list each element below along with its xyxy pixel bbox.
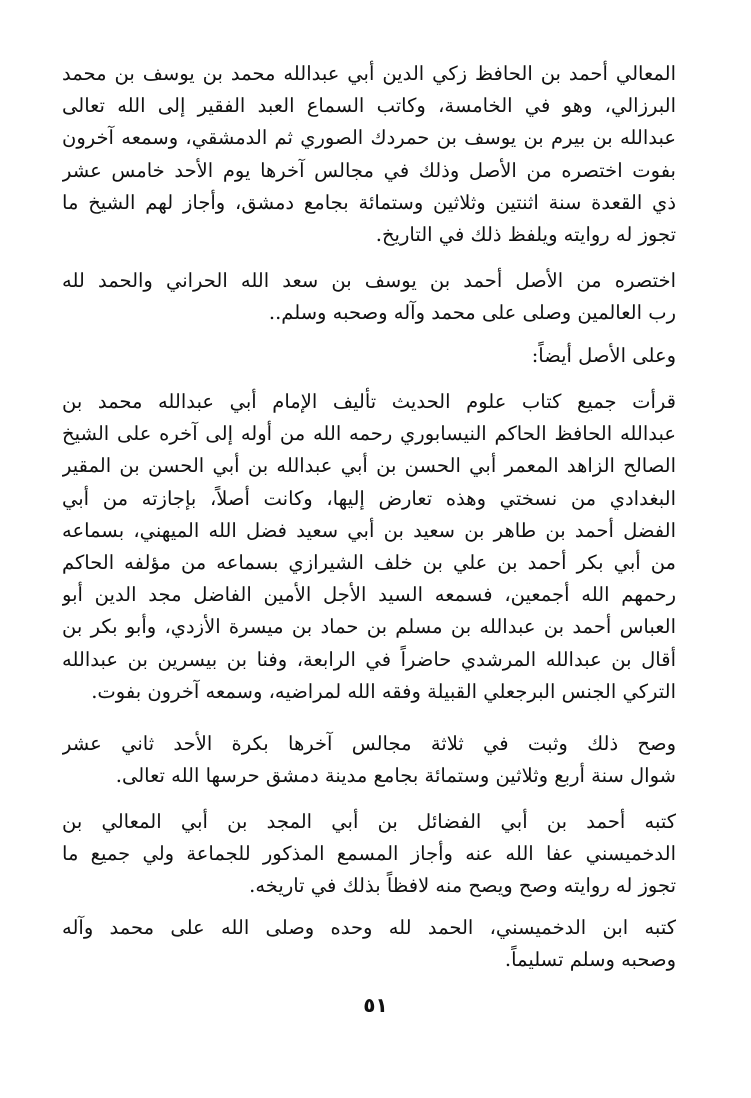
paragraph-closing-doxology bbox=[62, 912, 676, 976]
paragraph-date-confirmation bbox=[62, 728, 676, 792]
text-line: الصالح الزاهد المعمر أبي الحسن بن أبي عبدالله بن أبي الحسن بن المقير bbox=[62, 454, 676, 478]
text-line: أقال بن عبدالله المرشدي حاضراً في الرابعة، وفنا بن بيسرين بن عبدالله bbox=[62, 647, 676, 671]
text-line: قرأت جميع كتاب علوم الحديث تأليف الإمام أبي عبدالله محمد بن bbox=[62, 390, 676, 413]
text-line: رب العالمين وصلى على محمد وآله وصحبه وسلم.. bbox=[268, 301, 676, 325]
text-line: الفضل أحمد بن طاهر بن سعيد بن أبي سعيد فضل الله الميهني، بسماعه bbox=[62, 518, 676, 542]
text-line: تجوز له روايته وصح ويصح منه لافظاً بذلك في تاريخه. bbox=[249, 874, 676, 898]
paragraph-scribe-signature bbox=[62, 806, 676, 903]
text-line: المعالي أحمد بن الحافظ زكي الدين أبي عبدالله محمد بن يوسف بن محمد bbox=[62, 62, 676, 85]
paragraph-heading-also-on-original bbox=[62, 340, 676, 372]
paragraph-reading-certificate bbox=[62, 386, 676, 708]
text-line: بفوت اختصره من الأصل وذلك في مجالس آخرها يوم الأحد خامس عشر bbox=[62, 158, 676, 182]
paragraph-chain-of-transmission bbox=[62, 58, 676, 251]
text-line: عبدالله بن بيرم بن يوسف بن حمردك الصوري ثم الدمشقي، وسمعه آخرون bbox=[62, 126, 676, 150]
text-line: عبدالله الحافظ الحاكم النيسابوري رحمه الله من أوله إلى آخره على الشيخ bbox=[62, 422, 676, 446]
text-line: كتبه ابن الدخميسني، الحمد لله وحده وصلى الله على محمد وآله bbox=[62, 916, 676, 939]
text-line: شوال سنة أربع وثلاثين وستمائة بجامع مدينة دمشق حرسها الله تعالى. bbox=[115, 764, 676, 788]
paragraph-abridgement-note bbox=[62, 265, 676, 329]
text-line: كتبه أحمد بن أبي الفضائل بن أبي المجد بن أبي المعالي بن bbox=[62, 810, 676, 833]
text-line: العباس أحمد بن عبدالله بن مسلم بن حماد بن ميسرة الأزدي، وأبو بكر بن bbox=[62, 615, 676, 639]
text-line: الدخميسني عفا الله عنه وأجاز المسمع المذكور للجماعة ولي جميع ما bbox=[62, 842, 676, 866]
text-line: البغدادي من نسختي وهذه تعارض إليها، وكانت أصلاً، بإجازته من أبي bbox=[62, 486, 676, 510]
text-line: رحمهم الله أجمعين، فسمعه السيد الأجل الأمين الفاضل مجد الدين أبو bbox=[62, 583, 676, 607]
page-number: ٥١ bbox=[363, 993, 388, 1017]
text-line: البرزالي، وهو في الخامسة، وكاتب السماع العبد الفقير إلى الله تعالى bbox=[62, 94, 676, 118]
text-line: وصحبه وسلم تسليماً. bbox=[504, 948, 676, 972]
text-line: التركي الجنس البرجعلي القبيلة وفقه الله لمراضيه، وسمعه آخرون بفوت. bbox=[91, 679, 676, 703]
text-line: وصح ذلك وثبت في ثلاثة مجالس آخرها بكرة الأحد ثاني عشر bbox=[62, 732, 676, 755]
text-line: من أبي بكر أحمد بن علي بن خلف الشيرازي بسماعه من مؤلفه الحاكم bbox=[62, 550, 676, 574]
text-line: اختصره من الأصل أحمد بن يوسف بن سعد الله الحراني والحمد لله bbox=[62, 269, 676, 292]
text-line: تجوز له روايته ويلفظ ذلك في التاريخ. bbox=[375, 222, 676, 246]
text-line: ذي القعدة سنة اثنتين وثلاثين وستمائة بجامع دمشق، وأجاز لهم الشيخ ما bbox=[62, 190, 676, 214]
text-line: وعلى الأصل أيضاً: bbox=[531, 344, 676, 367]
